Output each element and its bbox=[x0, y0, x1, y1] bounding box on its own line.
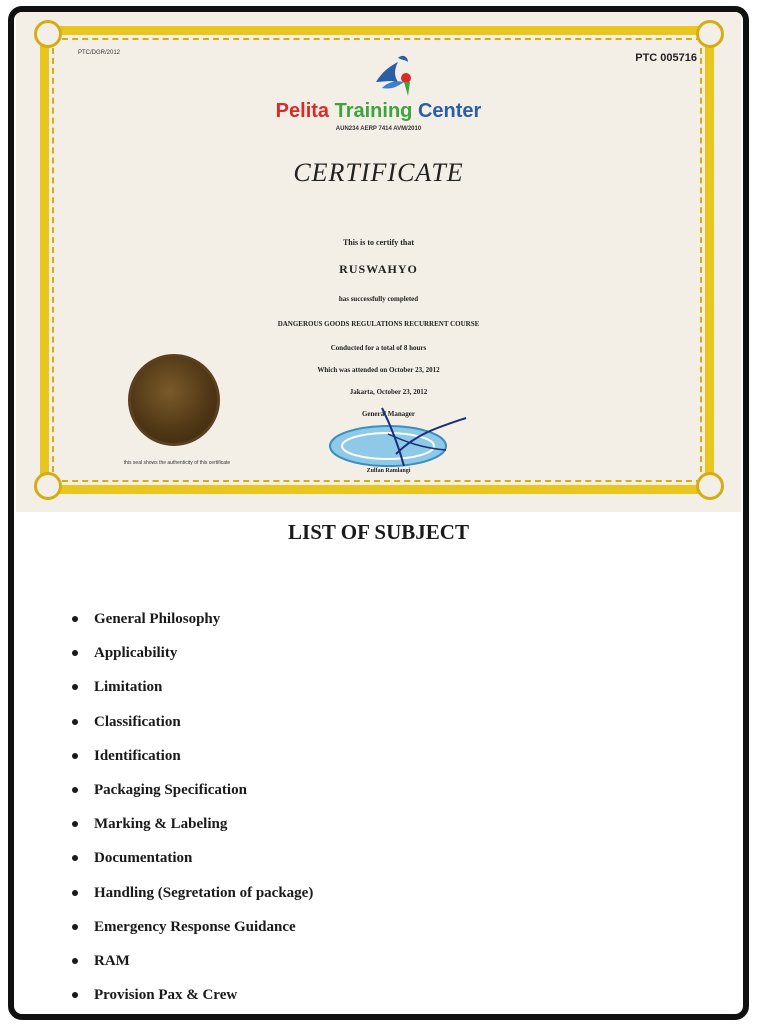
list-item: Packaging Specification bbox=[66, 773, 313, 807]
seal-caption: this seal shows the authenticity of this certificate bbox=[123, 460, 231, 466]
serial-number: PTC 005716 bbox=[635, 52, 697, 64]
list-item: Applicability bbox=[66, 636, 313, 670]
list-item: Classification bbox=[66, 705, 313, 739]
org-name-part: Center bbox=[417, 100, 482, 122]
organization-name bbox=[16, 100, 741, 123]
list-item: Documentation bbox=[66, 841, 313, 875]
attended-line: Which was attended on October 23, 2012 bbox=[317, 366, 440, 374]
list-item: General Philosophy bbox=[66, 602, 313, 636]
stamp-signature-icon bbox=[326, 404, 476, 476]
border-corner-ornament bbox=[34, 472, 62, 500]
signatory-name: Zulfan Ramlangi bbox=[366, 468, 411, 474]
border-corner-ornament bbox=[696, 472, 724, 500]
list-item: RAM bbox=[66, 944, 313, 978]
border-corner-ornament bbox=[696, 20, 724, 48]
list-item: Identification bbox=[66, 739, 313, 773]
certificate-title: CERTIFICATE bbox=[293, 158, 464, 187]
org-name-part: Training bbox=[334, 100, 413, 122]
recipient-name: RUSWAHYO bbox=[339, 262, 418, 276]
organization-subtitle: AUN234 AERP 7414 AVM/2010 bbox=[335, 126, 422, 132]
duration-line: Conducted for a total of 8 hours bbox=[330, 344, 427, 352]
list-item: Provision Pax & Crew bbox=[66, 978, 313, 1012]
certificate-image bbox=[16, 12, 741, 512]
org-name-part: Pelita bbox=[275, 100, 330, 122]
list-item: Handling (Segretation of package) bbox=[66, 876, 313, 910]
completed-line: has successfully completed bbox=[338, 295, 419, 303]
place-date-line: Jakarta, October 23, 2012 bbox=[349, 388, 428, 396]
certificate-ref-code: PTC/DGR/2012 bbox=[78, 50, 121, 56]
document-frame bbox=[8, 6, 749, 1020]
gold-seal-icon bbox=[128, 354, 220, 446]
certify-line: This is to certify that bbox=[342, 238, 415, 247]
border-corner-ornament bbox=[34, 20, 62, 48]
subject-list-title: LIST OF SUBJECT bbox=[288, 520, 469, 544]
bird-logo-icon bbox=[368, 52, 418, 100]
course-name: DANGEROUS GOODS REGULATIONS RECURRENT COURSE bbox=[277, 320, 480, 328]
list-item: Limitation bbox=[66, 670, 313, 704]
signatory-title: General Manager bbox=[361, 410, 416, 418]
subject-list bbox=[66, 602, 313, 1012]
list-item: Marking & Labeling bbox=[66, 807, 313, 841]
list-item: Emergency Response Guidance bbox=[66, 910, 313, 944]
